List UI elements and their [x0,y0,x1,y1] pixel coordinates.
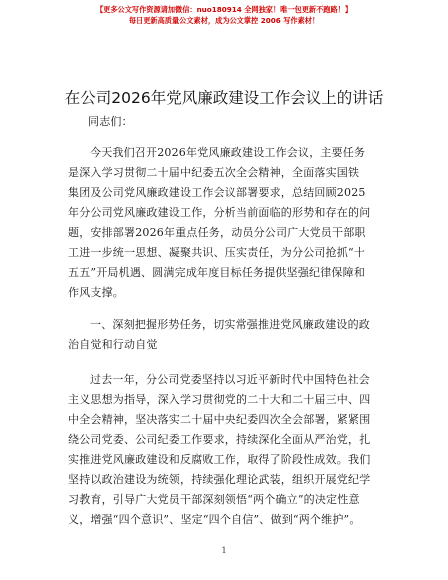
text-line: 年分公司党风廉政建设工作，分析当前面临的形势和存在的问 [68,206,371,219]
text-line: 坚持以政治建设为统领，持续强化理论武装，组织开展党纪学 [68,473,371,486]
salutation: 同志们： [88,115,133,128]
text-line: 集团及公司党风廉政建设工作会议部署要求，总结回顾2025 [68,186,366,199]
promo-banner [0,4,448,26]
text-line: 义，增强“四个意识”、坚定“四个自信”、做到“两个维护”。 [68,513,361,526]
text-line: 今天我们召开2026年党风廉政建设工作会议，主要任务 [90,146,366,159]
text-line: 题，安排部署2026年重点任务，动员分公司广大党员干部职 [68,226,366,239]
text-line: 中全会精神，坚决落实二十届中央纪委四次全会部署，紧紧围 [68,413,371,426]
promo-line-2: 每日更新高质量公文素材，成为公文掌控 2006 写作素材！ [128,16,320,25]
text-line: 是深入学习贯彻二十届中纪委五次全会精神，全面落实国铁 [68,166,360,179]
text-line: 治自觉和行动自觉 [68,338,158,351]
text-line: 一、深刻把握形势任务，切实常强推进党风廉政建设的政 [90,318,370,331]
document-title: 在公司2026年党风廉政建设工作会议上的讲话 [64,89,384,107]
text-line: 主义思想为指导，深入学习贯彻党的二十大和二十届三中、四 [68,393,371,406]
text-line: 习教育，引导广大党员干部深刻领悟“两个确立”的决定性意 [68,493,360,506]
text-line: 作风支撑。 [68,286,124,299]
text-line: 过去一年，分公司党委坚持以习近平新时代中国特色社会 [90,373,370,386]
text-line: 实推进党风廉政建设和反腐败工作，取得了阶段性成效。我们 [68,453,371,466]
paragraph-intro [68,143,388,303]
text-line: 绕公司党委、公司纪委工作要求，持续深化全面从严治党，扎 [68,433,371,446]
paragraph-review [68,370,388,530]
page-number: 1 [221,546,227,555]
section-heading-1 [68,315,388,355]
promo-line-1: 【更多公文写作资源请加微信：nuo180914 全网独家！唯一包更新不跑路！】 [95,5,353,14]
text-line: 五五”开局机遇、圆满完成年度目标任务提供坚强纪律保障和 [68,266,366,279]
text-line: 工进一步统一思想、凝聚共识、压实责任，为分公司抢抓“十 [68,246,366,259]
